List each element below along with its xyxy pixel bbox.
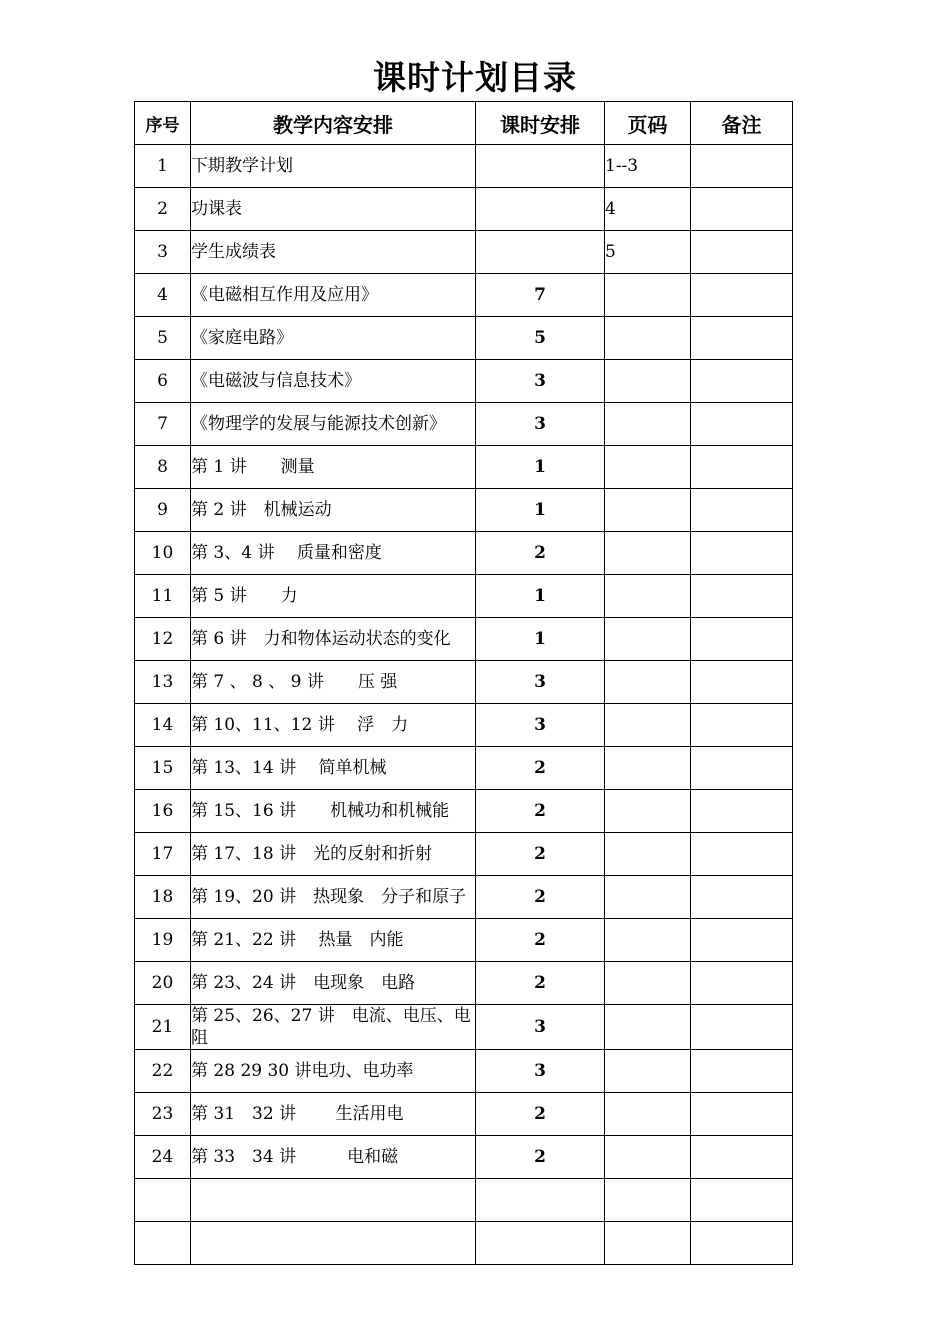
row-notes-cell <box>691 231 793 274</box>
table-row <box>135 833 793 876</box>
row-content-cell: 《电磁波与信息技术》 <box>191 360 476 403</box>
lesson-plan-table <box>134 101 793 1265</box>
row-index-cell: 17 <box>135 833 191 876</box>
row-notes-cell <box>691 145 793 188</box>
row-hours-cell <box>476 1179 605 1222</box>
table-row <box>135 1093 793 1136</box>
table-row <box>135 876 793 919</box>
table-row <box>135 1136 793 1179</box>
row-page-cell <box>605 661 691 704</box>
table-row <box>135 704 793 747</box>
row-content-cell: 第 28 29 30 讲电功、电功率 <box>191 1050 476 1093</box>
row-hours-cell <box>476 145 605 188</box>
row-notes-cell <box>691 532 793 575</box>
row-content-cell: 第 1 讲 测量 <box>191 446 476 489</box>
row-hours-cell: 7 <box>476 274 605 317</box>
row-content-cell: 第 25、26、27 讲 电流、电压、电阻 <box>191 1005 476 1050</box>
row-index-cell <box>135 1222 191 1265</box>
row-content-cell: 《电磁相互作用及应用》 <box>191 274 476 317</box>
row-hours-cell: 2 <box>476 876 605 919</box>
row-page-cell <box>605 919 691 962</box>
row-notes-cell <box>691 618 793 661</box>
row-notes-cell <box>691 1179 793 1222</box>
table-row <box>135 274 793 317</box>
row-hours-cell: 1 <box>476 489 605 532</box>
row-page-cell <box>605 1179 691 1222</box>
table-row <box>135 790 793 833</box>
row-notes-cell <box>691 876 793 919</box>
row-page-cell <box>605 1093 691 1136</box>
row-index-cell: 16 <box>135 790 191 833</box>
row-page-cell: 1--3 <box>605 145 691 188</box>
row-hours-cell: 2 <box>476 962 605 1005</box>
table-row <box>135 919 793 962</box>
row-page-cell <box>605 274 691 317</box>
row-page-cell <box>605 1222 691 1265</box>
table-row <box>135 317 793 360</box>
table-row <box>135 145 793 188</box>
row-notes-cell <box>691 1136 793 1179</box>
row-hours-cell: 3 <box>476 360 605 403</box>
row-index-cell: 3 <box>135 231 191 274</box>
row-page-cell <box>605 532 691 575</box>
row-content-cell: 下期教学计划 <box>191 145 476 188</box>
table-row <box>135 661 793 704</box>
table-row <box>135 1179 793 1222</box>
row-content-cell: 第 19、20 讲 热现象 分子和原子 <box>191 876 476 919</box>
row-hours-cell: 2 <box>476 919 605 962</box>
row-hours-cell: 5 <box>476 317 605 360</box>
row-notes-cell <box>691 661 793 704</box>
row-index-cell: 18 <box>135 876 191 919</box>
row-hours-cell <box>476 1222 605 1265</box>
row-hours-cell <box>476 231 605 274</box>
table-row <box>135 446 793 489</box>
row-content-cell: 第 5 讲 力 <box>191 575 476 618</box>
row-content-cell: 第 2 讲 机械运动 <box>191 489 476 532</box>
row-notes-cell <box>691 1005 793 1050</box>
row-hours-cell: 1 <box>476 575 605 618</box>
row-hours-cell: 3 <box>476 661 605 704</box>
row-index-cell: 6 <box>135 360 191 403</box>
row-page-cell <box>605 317 691 360</box>
row-page-cell: 4 <box>605 188 691 231</box>
row-page-cell <box>605 360 691 403</box>
row-content-cell: 第 21、22 讲 热量 内能 <box>191 919 476 962</box>
row-notes-cell <box>691 274 793 317</box>
row-notes-cell <box>691 1050 793 1093</box>
row-notes-cell <box>691 1093 793 1136</box>
table-row <box>135 231 793 274</box>
row-page-cell <box>605 962 691 1005</box>
row-index-cell: 12 <box>135 618 191 661</box>
row-hours-cell: 3 <box>476 704 605 747</box>
table-row <box>135 1050 793 1093</box>
row-index-cell: 8 <box>135 446 191 489</box>
table-row <box>135 1222 793 1265</box>
row-page-cell <box>605 1050 691 1093</box>
row-page-cell <box>605 876 691 919</box>
row-page-cell <box>605 833 691 876</box>
row-hours-cell: 3 <box>476 403 605 446</box>
row-notes-cell <box>691 489 793 532</box>
row-notes-cell <box>691 833 793 876</box>
row-hours-cell <box>476 188 605 231</box>
row-page-cell <box>605 747 691 790</box>
header-hours: 课时安排 <box>476 102 605 145</box>
table-row <box>135 747 793 790</box>
row-notes-cell <box>691 188 793 231</box>
row-hours-cell: 2 <box>476 790 605 833</box>
table-row <box>135 403 793 446</box>
row-content-cell <box>191 1179 476 1222</box>
row-notes-cell <box>691 962 793 1005</box>
header-content: 教学内容安排 <box>191 102 476 145</box>
row-page-cell <box>605 790 691 833</box>
row-page-cell <box>605 1005 691 1050</box>
row-hours-cell: 3 <box>476 1050 605 1093</box>
row-hours-cell: 1 <box>476 446 605 489</box>
row-index-cell: 24 <box>135 1136 191 1179</box>
table-row <box>135 962 793 1005</box>
row-notes-cell <box>691 446 793 489</box>
row-content-cell: 第 33 34 讲 电和磁 <box>191 1136 476 1179</box>
row-hours-cell: 2 <box>476 1136 605 1179</box>
row-index-cell: 13 <box>135 661 191 704</box>
table-header-row <box>135 102 793 145</box>
row-index-cell: 21 <box>135 1005 191 1050</box>
row-hours-cell: 1 <box>476 618 605 661</box>
row-content-cell: 学生成绩表 <box>191 231 476 274</box>
row-hours-cell: 3 <box>476 1005 605 1050</box>
row-index-cell: 19 <box>135 919 191 962</box>
row-notes-cell <box>691 317 793 360</box>
row-index-cell <box>135 1179 191 1222</box>
row-page-cell: 5 <box>605 231 691 274</box>
row-hours-cell: 2 <box>476 833 605 876</box>
row-page-cell <box>605 489 691 532</box>
row-index-cell: 9 <box>135 489 191 532</box>
table-row <box>135 1005 793 1050</box>
row-index-cell: 5 <box>135 317 191 360</box>
table-row <box>135 360 793 403</box>
row-content-cell: 第 10、11、12 讲 浮 力 <box>191 704 476 747</box>
row-notes-cell <box>691 919 793 962</box>
row-content-cell: 《物理学的发展与能源技术创新》 <box>191 403 476 446</box>
table-row <box>135 489 793 532</box>
row-page-cell <box>605 403 691 446</box>
table-row <box>135 532 793 575</box>
table-row <box>135 618 793 661</box>
row-content-cell: 第 23、24 讲 电现象 电路 <box>191 962 476 1005</box>
row-index-cell: 15 <box>135 747 191 790</box>
row-index-cell: 20 <box>135 962 191 1005</box>
row-content-cell: 第 13、14 讲 简单机械 <box>191 747 476 790</box>
row-notes-cell <box>691 575 793 618</box>
row-notes-cell <box>691 790 793 833</box>
row-notes-cell <box>691 360 793 403</box>
row-page-cell <box>605 575 691 618</box>
row-index-cell: 23 <box>135 1093 191 1136</box>
row-content-cell: 第 6 讲 力和物体运动状态的变化 <box>191 618 476 661</box>
page-title: 课时计划目录 <box>373 58 577 97</box>
row-page-cell <box>605 446 691 489</box>
row-content-cell <box>191 1222 476 1265</box>
row-content-cell: 第 15、16 讲 机械功和机械能 <box>191 790 476 833</box>
row-index-cell: 7 <box>135 403 191 446</box>
table-row <box>135 575 793 618</box>
table-row <box>135 188 793 231</box>
row-index-cell: 14 <box>135 704 191 747</box>
header-page: 页码 <box>605 102 691 145</box>
row-hours-cell: 2 <box>476 532 605 575</box>
row-index-cell: 4 <box>135 274 191 317</box>
row-content-cell: 第 3、4 讲 质量和密度 <box>191 532 476 575</box>
header-index: 序号 <box>135 102 191 145</box>
row-notes-cell <box>691 704 793 747</box>
row-index-cell: 2 <box>135 188 191 231</box>
row-content-cell: 第 31 32 讲 生活用电 <box>191 1093 476 1136</box>
row-index-cell: 22 <box>135 1050 191 1093</box>
row-page-cell <box>605 704 691 747</box>
row-content-cell: 第 17、18 讲 光的反射和折射 <box>191 833 476 876</box>
row-content-cell: 第 7 、 8 、 9 讲 压 强 <box>191 661 476 704</box>
row-hours-cell: 2 <box>476 1093 605 1136</box>
row-content-cell: 《家庭电路》 <box>191 317 476 360</box>
row-notes-cell <box>691 1222 793 1265</box>
row-notes-cell <box>691 747 793 790</box>
row-index-cell: 10 <box>135 532 191 575</box>
row-hours-cell: 2 <box>476 747 605 790</box>
row-page-cell <box>605 618 691 661</box>
row-notes-cell <box>691 403 793 446</box>
row-page-cell <box>605 1136 691 1179</box>
row-content-cell: 功课表 <box>191 188 476 231</box>
header-notes: 备注 <box>691 102 793 145</box>
row-index-cell: 1 <box>135 145 191 188</box>
row-index-cell: 11 <box>135 575 191 618</box>
